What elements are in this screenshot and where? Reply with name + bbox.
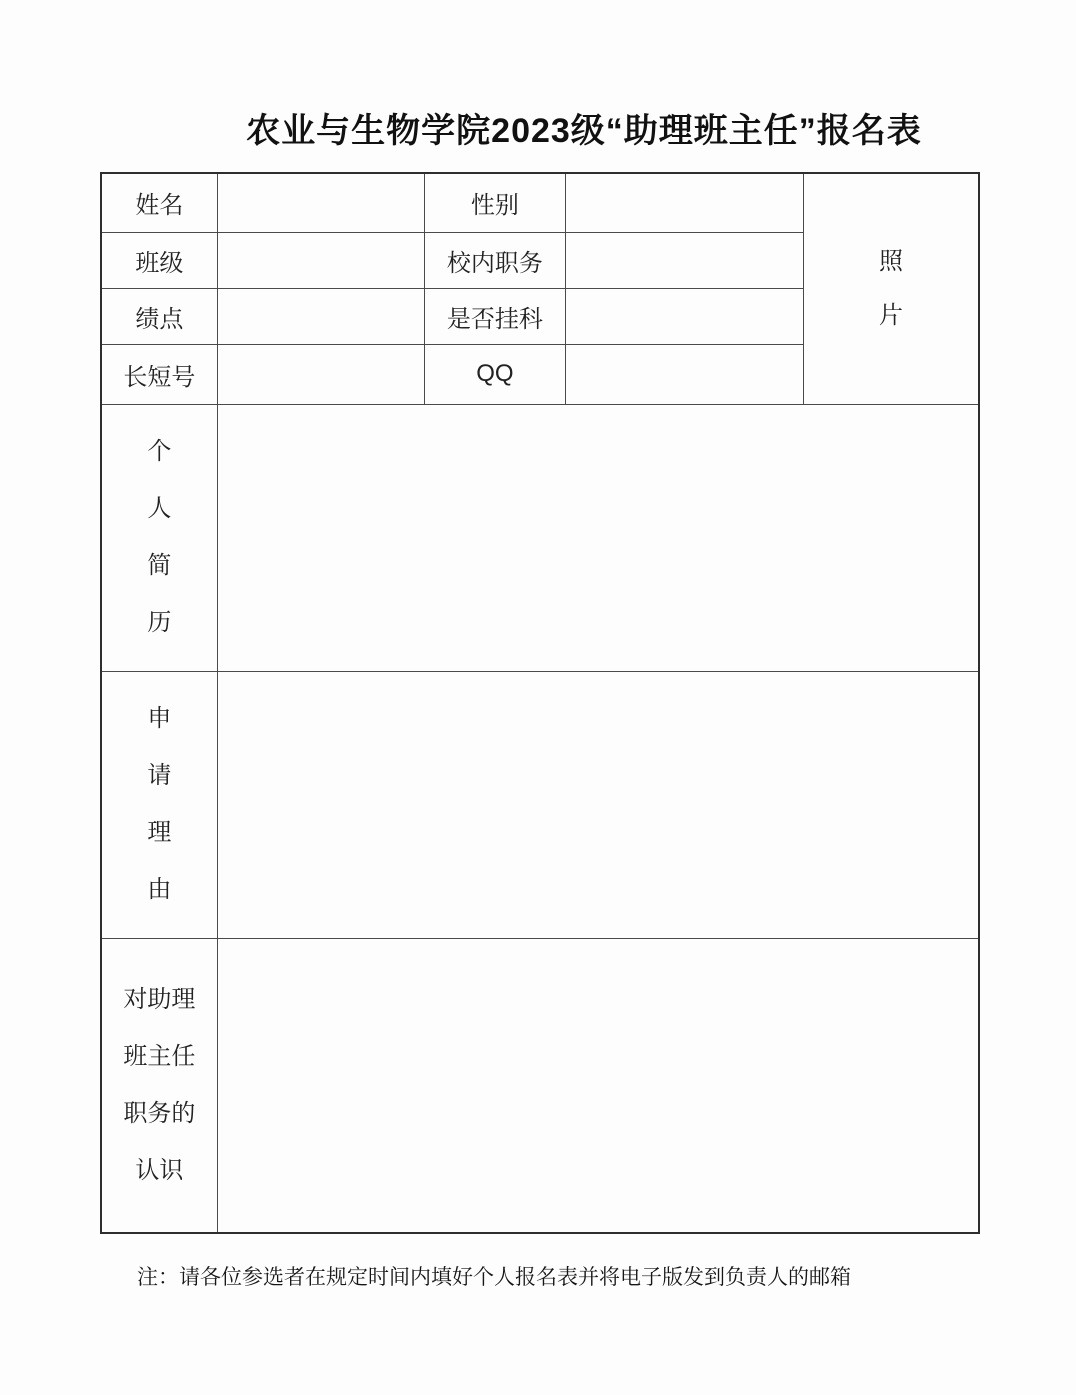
phone-number-label: 长短号	[101, 344, 217, 404]
class-field[interactable]	[217, 232, 424, 288]
personal-resume-label: 个 人 简 历	[147, 438, 172, 636]
section-row-personal-resume	[101, 404, 979, 671]
phone-number-field[interactable]	[217, 344, 424, 404]
section-row-application-reason	[101, 671, 979, 938]
name-field[interactable]	[217, 173, 424, 232]
gender-field[interactable]	[565, 173, 804, 232]
failed-courses-label: 是否挂科	[425, 288, 565, 344]
class-label: 班级	[101, 232, 217, 288]
footer-note: 注：请各位参选者在规定时间内填好个人报名表并将电子版发到负责人的邮箱	[137, 1266, 851, 1289]
section-row-role-understanding	[101, 938, 979, 1233]
application-form-table	[100, 172, 980, 1234]
gpa-label: 绩点	[101, 288, 217, 344]
role-understanding-field[interactable]	[217, 938, 979, 1233]
failed-courses-field[interactable]	[565, 288, 804, 344]
role-understanding-label: 对助理 班主任 职务的 认识	[123, 985, 196, 1184]
application-reason-label-cell	[101, 671, 217, 938]
role-understanding-label-cell	[101, 938, 217, 1233]
personal-resume-field[interactable]	[217, 404, 979, 671]
application-reason-label: 申 请 理 由	[147, 705, 172, 903]
gpa-field[interactable]	[217, 288, 424, 344]
personal-resume-label-cell	[101, 404, 217, 671]
school-position-field[interactable]	[565, 232, 804, 288]
application-reason-field[interactable]	[217, 671, 979, 938]
page-title: 农业与生物学院2023级“助理班主任”报名表	[246, 112, 922, 150]
photo-label: 照 片	[879, 247, 904, 329]
photo-cell[interactable]	[804, 173, 979, 404]
school-position-label: 校内职务	[425, 232, 565, 288]
gender-label: 性别	[425, 173, 565, 232]
qq-label: QQ	[425, 344, 565, 404]
name-label: 姓名	[101, 173, 217, 232]
info-row-name-gender	[101, 173, 979, 232]
qq-field[interactable]	[565, 344, 804, 404]
